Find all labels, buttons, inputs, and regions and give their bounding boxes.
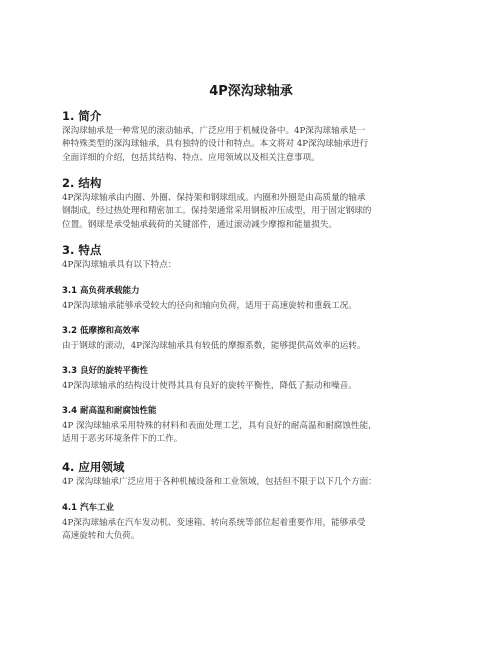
- section-heading-structure: 2. 结构: [62, 176, 102, 190]
- paragraph-line: 种特殊类型的深沟球轴承，具有独特的设计和特点。本文将对 4P深沟球轴承进行: [62, 139, 369, 150]
- paragraph-line: 4P 深沟球轴承采用特殊的材料和表面处理工艺，具有良好的耐高温和耐腐蚀性能，: [62, 421, 377, 431]
- section-heading-features: 3. 特点: [62, 243, 102, 257]
- paragraph-line: 4P深沟球轴承由内圈、外圈、保持架和钢球组成。内圈和外圈是由高质量的轴承: [62, 193, 366, 203]
- paragraph-line: 深沟球轴承是一种常见的滚动轴承，广泛应用于机械设备中。4P深沟球轴承是一: [62, 126, 366, 136]
- subsection-heading-3-3: 3.3 良好的旋转平衡性: [62, 366, 149, 376]
- subsection-heading-3-2: 3.2 低摩擦和高效率: [62, 326, 140, 336]
- subsection-paragraph-3-1: [62, 300, 454, 313]
- document-title: 4P深沟球轴承: [209, 84, 293, 99]
- paragraph-line: 位置。钢球是承受轴承载荷的关键部件，通过滚动减少摩擦和能量损失。: [62, 219, 338, 230]
- paragraph-line: 高速旋转和大负荷。: [62, 531, 140, 542]
- section-paragraph-intro: [62, 125, 454, 165]
- paragraph-line: 适用于恶劣环境条件下的工作。: [62, 434, 183, 445]
- subsection-paragraph-3-2: [62, 340, 454, 353]
- paragraph-line: 4P深沟球轴承能够承受较大的径向和轴向负荷，适用于高速旋转和重载工况。: [62, 301, 357, 311]
- paragraph-line: 4P 深沟球轴承广泛应用于各种机械设备和工业领域，包括但不限于以下几个方面：: [62, 477, 377, 487]
- subsection-paragraph-3-3: [62, 380, 454, 393]
- section-paragraph-applications: [62, 476, 454, 489]
- subsection-heading-3-4: 3.4 耐高温和耐腐蚀性能: [62, 406, 157, 416]
- subsection-heading-4-1: 4.1 汽车工业: [62, 503, 115, 513]
- paragraph-line: 全面详细的介绍，包括其结构、特点、应用领域以及相关注意事项。: [62, 152, 320, 163]
- paragraph-line: 4P深沟球轴承在汽车发动机、变速箱、转向系统等部位起着重要作用，能够承受: [62, 518, 366, 528]
- paragraph-line: 由于钢球的滚动，4P深沟球轴承具有较低的摩擦系数，能够提供高效率的运转。: [62, 341, 366, 351]
- subsection-paragraph-4-1: [62, 517, 454, 544]
- subsection-paragraph-3-4: [62, 420, 454, 447]
- paragraph-line: 4P深沟球轴承具有以下特点：: [62, 260, 177, 270]
- paragraph-line: 钢制成，经过热处理和精密加工。保持架通常采用钢板冲压成型，用于固定钢球的: [62, 206, 372, 217]
- section-paragraph-structure: [62, 192, 454, 232]
- paragraph-line: 4P深沟球轴承的结构设计使得其具有良好的旋转平衡性，降低了振动和噪音。: [62, 381, 357, 391]
- section-heading-intro: 1. 简介: [62, 109, 102, 123]
- subsection-heading-3-1: 3.1 高负荷承载能力: [62, 286, 140, 296]
- section-paragraph-features: [62, 259, 454, 272]
- section-heading-applications: 4. 应用领域: [62, 460, 125, 474]
